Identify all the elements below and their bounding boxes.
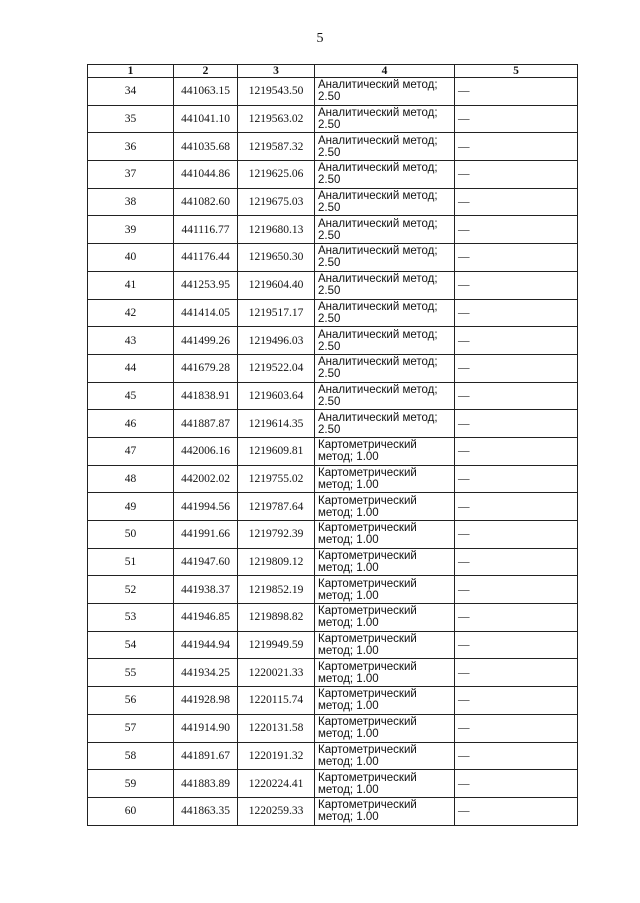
x-coordinate-cell: 441044.86 <box>174 161 238 189</box>
method-label: Аналитический метод; <box>318 328 438 341</box>
point-number-cell: 56 <box>88 687 174 715</box>
note-cell: — <box>455 161 578 189</box>
column-header-2: 2 <box>174 65 238 78</box>
point-number-cell: 39 <box>88 216 174 244</box>
table-header-row <box>88 65 578 78</box>
x-coordinate-cell: 441883.89 <box>174 770 238 798</box>
accuracy-label: метод; 1.00 <box>318 617 379 630</box>
accuracy-label: метод; 1.00 <box>318 645 379 658</box>
accuracy-label: метод; 1.00 <box>318 506 379 519</box>
point-number-cell: 59 <box>88 770 174 798</box>
y-coordinate-cell: 1220191.32 <box>238 742 315 770</box>
point-number-cell: 58 <box>88 742 174 770</box>
table-row <box>88 631 578 659</box>
accuracy-label: метод; 1.00 <box>318 589 379 602</box>
method-label: Аналитический метод; <box>318 356 438 369</box>
x-coordinate-cell: 442002.02 <box>174 465 238 493</box>
accuracy-label: 2.50 <box>318 91 341 104</box>
method-label: Аналитический метод; <box>318 162 438 175</box>
method-cell <box>315 244 455 272</box>
method-label: Аналитический метод; <box>318 245 438 258</box>
method-cell <box>315 410 455 438</box>
method-cell <box>315 714 455 742</box>
x-coordinate-cell: 441414.05 <box>174 299 238 327</box>
accuracy-label: метод; 1.00 <box>318 728 379 741</box>
accuracy-label: 2.50 <box>318 174 341 187</box>
method-label: Аналитический метод; <box>318 411 438 424</box>
note-cell: — <box>455 188 578 216</box>
method-cell <box>315 299 455 327</box>
note-cell: — <box>455 465 578 493</box>
point-number-cell: 37 <box>88 161 174 189</box>
method-cell <box>315 465 455 493</box>
y-coordinate-cell: 1219755.02 <box>238 465 315 493</box>
accuracy-label: 2.50 <box>318 312 341 325</box>
y-coordinate-cell: 1219604.40 <box>238 271 315 299</box>
note-cell: — <box>455 299 578 327</box>
method-label: Аналитический метод; <box>318 79 438 92</box>
note-cell: — <box>455 770 578 798</box>
note-cell: — <box>455 354 578 382</box>
method-cell <box>315 548 455 576</box>
method-cell <box>315 521 455 549</box>
note-cell: — <box>455 244 578 272</box>
y-coordinate-cell: 1219543.50 <box>238 78 315 106</box>
y-coordinate-cell: 1219609.81 <box>238 437 315 465</box>
table-row <box>88 161 578 189</box>
method-cell <box>315 576 455 604</box>
y-coordinate-cell: 1219625.06 <box>238 161 315 189</box>
point-number-cell: 44 <box>88 354 174 382</box>
point-number-cell: 38 <box>88 188 174 216</box>
method-label: Аналитический метод; <box>318 273 438 286</box>
table-row <box>88 770 578 798</box>
method-cell <box>315 797 455 825</box>
x-coordinate-cell: 441991.66 <box>174 521 238 549</box>
accuracy-label: метод; 1.00 <box>318 700 379 713</box>
note-cell: — <box>455 797 578 825</box>
table-row <box>88 742 578 770</box>
x-coordinate-cell: 441928.98 <box>174 687 238 715</box>
y-coordinate-cell: 1219787.64 <box>238 493 315 521</box>
note-cell: — <box>455 604 578 632</box>
note-cell: — <box>455 714 578 742</box>
method-cell <box>315 271 455 299</box>
point-number-cell: 40 <box>88 244 174 272</box>
method-label: Картометрический <box>318 799 417 812</box>
method-label: Аналитический метод; <box>318 107 438 120</box>
point-number-cell: 53 <box>88 604 174 632</box>
y-coordinate-cell: 1219898.82 <box>238 604 315 632</box>
column-header-3: 3 <box>238 65 315 78</box>
accuracy-label: 2.50 <box>318 202 341 215</box>
accuracy-label: 2.50 <box>318 146 341 159</box>
accuracy-label: метод; 1.00 <box>318 811 379 824</box>
x-coordinate-cell: 441838.91 <box>174 382 238 410</box>
y-coordinate-cell: 1220115.74 <box>238 687 315 715</box>
method-label: Картометрический <box>318 439 417 452</box>
table-row <box>88 244 578 272</box>
x-coordinate-cell: 441863.35 <box>174 797 238 825</box>
method-label: Картометрический <box>318 494 417 507</box>
y-coordinate-cell: 1219517.17 <box>238 299 315 327</box>
table-row <box>88 216 578 244</box>
table-row <box>88 354 578 382</box>
method-cell <box>315 133 455 161</box>
note-cell: — <box>455 216 578 244</box>
note-cell: — <box>455 105 578 133</box>
table-row <box>88 327 578 355</box>
column-header-5: 5 <box>455 65 578 78</box>
note-cell: — <box>455 659 578 687</box>
point-number-cell: 36 <box>88 133 174 161</box>
x-coordinate-cell: 441994.56 <box>174 493 238 521</box>
note-cell: — <box>455 687 578 715</box>
method-label: Аналитический метод; <box>318 134 438 147</box>
note-cell: — <box>455 382 578 410</box>
x-coordinate-cell: 441934.25 <box>174 659 238 687</box>
note-cell: — <box>455 271 578 299</box>
point-number-cell: 52 <box>88 576 174 604</box>
method-label: Картометрический <box>318 633 417 646</box>
method-cell <box>315 216 455 244</box>
table-row <box>88 548 578 576</box>
method-cell <box>315 78 455 106</box>
y-coordinate-cell: 1219949.59 <box>238 631 315 659</box>
method-cell <box>315 604 455 632</box>
x-coordinate-cell: 441041.10 <box>174 105 238 133</box>
x-coordinate-cell: 441253.95 <box>174 271 238 299</box>
table-row <box>88 410 578 438</box>
note-cell: — <box>455 78 578 106</box>
accuracy-label: метод; 1.00 <box>318 672 379 685</box>
y-coordinate-cell: 1219852.19 <box>238 576 315 604</box>
method-cell <box>315 188 455 216</box>
column-header-1: 1 <box>88 65 174 78</box>
note-cell: — <box>455 327 578 355</box>
x-coordinate-cell: 442006.16 <box>174 437 238 465</box>
y-coordinate-cell: 1219614.35 <box>238 410 315 438</box>
y-coordinate-cell: 1219675.03 <box>238 188 315 216</box>
method-cell <box>315 493 455 521</box>
y-coordinate-cell: 1219680.13 <box>238 216 315 244</box>
table-row <box>88 687 578 715</box>
method-label: Картометрический <box>318 577 417 590</box>
x-coordinate-cell: 441082.60 <box>174 188 238 216</box>
point-number-cell: 41 <box>88 271 174 299</box>
accuracy-label: 2.50 <box>318 229 341 242</box>
x-coordinate-cell: 441946.85 <box>174 604 238 632</box>
point-number-cell: 34 <box>88 78 174 106</box>
accuracy-label: метод; 1.00 <box>318 451 379 464</box>
method-label: Картометрический <box>318 466 417 479</box>
y-coordinate-cell: 1220259.33 <box>238 797 315 825</box>
y-coordinate-cell: 1219496.03 <box>238 327 315 355</box>
x-coordinate-cell: 441176.44 <box>174 244 238 272</box>
accuracy-label: метод; 1.00 <box>318 478 379 491</box>
accuracy-label: метод; 1.00 <box>318 562 379 575</box>
y-coordinate-cell: 1220224.41 <box>238 770 315 798</box>
accuracy-label: метод; 1.00 <box>318 783 379 796</box>
note-cell: — <box>455 631 578 659</box>
table-row <box>88 299 578 327</box>
point-number-cell: 45 <box>88 382 174 410</box>
page-number: 5 <box>316 31 324 46</box>
x-coordinate-cell: 441887.87 <box>174 410 238 438</box>
note-cell: — <box>455 742 578 770</box>
method-label: Картометрический <box>318 716 417 729</box>
method-label: Картометрический <box>318 688 417 701</box>
accuracy-label: метод; 1.00 <box>318 534 379 547</box>
table-row <box>88 576 578 604</box>
point-number-cell: 42 <box>88 299 174 327</box>
y-coordinate-cell: 1219650.30 <box>238 244 315 272</box>
table-row <box>88 659 578 687</box>
method-cell <box>315 631 455 659</box>
method-cell <box>315 161 455 189</box>
x-coordinate-cell: 441938.37 <box>174 576 238 604</box>
table-row <box>88 382 578 410</box>
column-header-4: 4 <box>315 65 455 78</box>
method-label: Картометрический <box>318 605 417 618</box>
note-cell: — <box>455 410 578 438</box>
y-coordinate-cell: 1219809.12 <box>238 548 315 576</box>
method-cell <box>315 382 455 410</box>
accuracy-label: 2.50 <box>318 395 341 408</box>
point-number-cell: 50 <box>88 521 174 549</box>
point-number-cell: 54 <box>88 631 174 659</box>
x-coordinate-cell: 441947.60 <box>174 548 238 576</box>
note-cell: — <box>455 521 578 549</box>
method-label: Картометрический <box>318 771 417 784</box>
method-cell <box>315 437 455 465</box>
method-label: Аналитический метод; <box>318 383 438 396</box>
y-coordinate-cell: 1219563.02 <box>238 105 315 133</box>
method-label: Картометрический <box>318 522 417 535</box>
table-row <box>88 133 578 161</box>
table-row <box>88 188 578 216</box>
x-coordinate-cell: 441116.77 <box>174 216 238 244</box>
y-coordinate-cell: 1220021.33 <box>238 659 315 687</box>
x-coordinate-cell: 441891.67 <box>174 742 238 770</box>
table-row <box>88 465 578 493</box>
point-number-cell: 46 <box>88 410 174 438</box>
table-row <box>88 797 578 825</box>
method-cell <box>315 659 455 687</box>
point-number-cell: 35 <box>88 105 174 133</box>
point-number-cell: 51 <box>88 548 174 576</box>
point-number-cell: 43 <box>88 327 174 355</box>
x-coordinate-cell: 441063.15 <box>174 78 238 106</box>
method-cell <box>315 354 455 382</box>
method-cell <box>315 770 455 798</box>
y-coordinate-cell: 1219603.64 <box>238 382 315 410</box>
accuracy-label: 2.50 <box>318 285 341 298</box>
accuracy-label: 2.50 <box>318 119 341 132</box>
method-cell <box>315 687 455 715</box>
method-label: Картометрический <box>318 743 417 756</box>
x-coordinate-cell: 441499.26 <box>174 327 238 355</box>
point-number-cell: 60 <box>88 797 174 825</box>
x-coordinate-cell: 441914.90 <box>174 714 238 742</box>
table-row <box>88 521 578 549</box>
method-label: Аналитический метод; <box>318 190 438 203</box>
note-cell: — <box>455 133 578 161</box>
method-label: Аналитический метод; <box>318 217 438 230</box>
table-row <box>88 271 578 299</box>
method-cell <box>315 327 455 355</box>
note-cell: — <box>455 548 578 576</box>
table-row <box>88 437 578 465</box>
table-row <box>88 105 578 133</box>
x-coordinate-cell: 441944.94 <box>174 631 238 659</box>
x-coordinate-cell: 441679.28 <box>174 354 238 382</box>
y-coordinate-cell: 1220131.58 <box>238 714 315 742</box>
method-cell <box>315 105 455 133</box>
method-label: Аналитический метод; <box>318 300 438 313</box>
table-body <box>88 78 578 826</box>
point-number-cell: 48 <box>88 465 174 493</box>
accuracy-label: 2.50 <box>318 340 341 353</box>
point-number-cell: 49 <box>88 493 174 521</box>
point-number-cell: 57 <box>88 714 174 742</box>
accuracy-label: метод; 1.00 <box>318 755 379 768</box>
y-coordinate-cell: 1219587.32 <box>238 133 315 161</box>
method-label: Картометрический <box>318 550 417 563</box>
x-coordinate-cell: 441035.68 <box>174 133 238 161</box>
note-cell: — <box>455 493 578 521</box>
table-row <box>88 78 578 106</box>
table-row <box>88 604 578 632</box>
coordinates-table <box>87 64 578 826</box>
method-label: Картометрический <box>318 660 417 673</box>
y-coordinate-cell: 1219522.04 <box>238 354 315 382</box>
table-row <box>88 493 578 521</box>
table-row <box>88 714 578 742</box>
method-cell <box>315 742 455 770</box>
point-number-cell: 47 <box>88 437 174 465</box>
y-coordinate-cell: 1219792.39 <box>238 521 315 549</box>
accuracy-label: 2.50 <box>318 423 341 436</box>
point-number-cell: 55 <box>88 659 174 687</box>
accuracy-label: 2.50 <box>318 368 341 381</box>
note-cell: — <box>455 576 578 604</box>
note-cell: — <box>455 437 578 465</box>
accuracy-label: 2.50 <box>318 257 341 270</box>
